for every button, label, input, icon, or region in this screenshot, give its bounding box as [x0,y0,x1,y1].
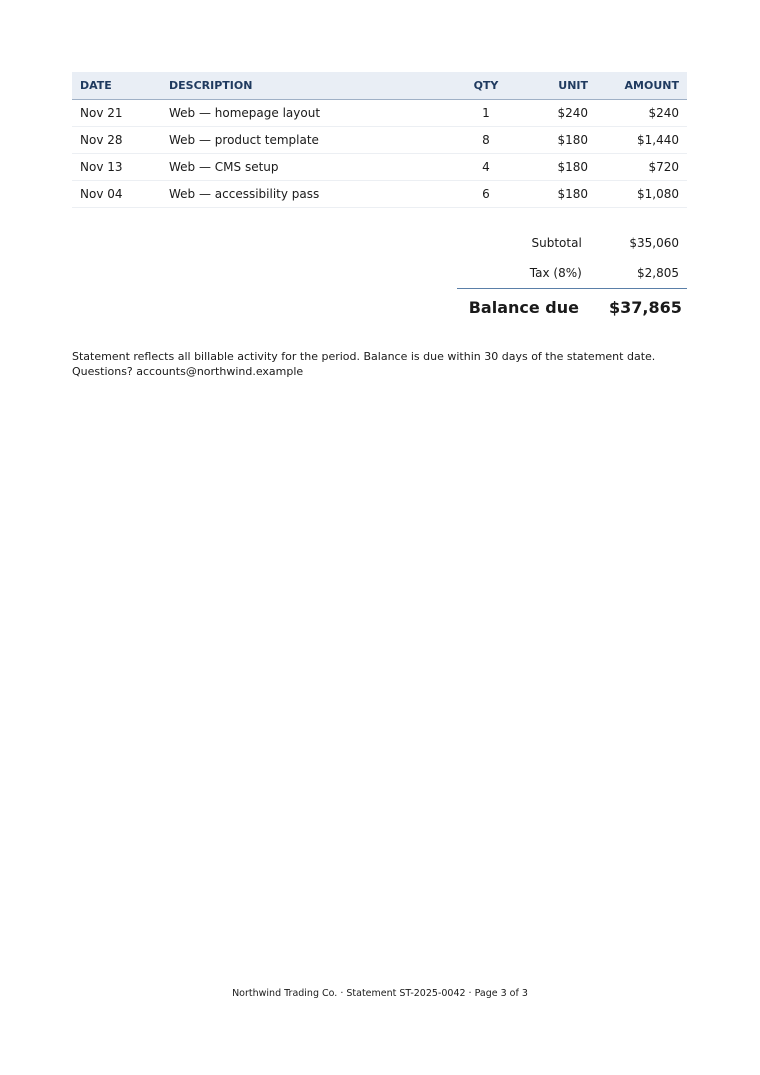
cell-amount: $240 [596,100,687,127]
cell-unit: $180 [511,154,596,181]
statement-note: Statement reflects all billable activity for the period. Balance is due within 30 days of the statement date. Questions? accounts@northwind.example [72,350,656,378]
cell-amount: $720 [596,154,687,181]
table-header-row [72,72,687,100]
table-body [72,100,687,208]
table-row [72,154,687,181]
line-items-table [72,72,687,208]
balance-due-label: Balance due [468,297,579,317]
cell-description: Web — product template [161,127,461,154]
cell-unit: $240 [511,100,596,127]
balance-due-row [457,288,687,325]
table-row [72,127,687,154]
cell-amount: $1,080 [596,181,687,208]
cell-qty: 1 [461,100,511,127]
table-row [72,181,687,208]
column-header-unit: UNIT [511,72,596,100]
tax-value: $2,805 [637,266,679,280]
cell-date: Nov 21 [72,100,161,127]
cell-description: Web — homepage layout [161,100,461,127]
column-header-qty: QTY [461,72,511,100]
cell-date: Nov 28 [72,127,161,154]
column-header-amount: AMOUNT [596,72,687,100]
subtotal-value: $35,060 [629,236,679,250]
cell-qty: 8 [461,127,511,154]
cell-description: Web — CMS setup [161,154,461,181]
column-header-date: DATE [72,72,161,100]
cell-unit: $180 [511,127,596,154]
subtotal-label: Subtotal [531,236,582,250]
cell-date: Nov 04 [72,181,161,208]
table-header [72,72,687,100]
cell-unit: $180 [511,181,596,208]
subtotal-row [457,228,687,258]
tax-row [457,258,687,288]
tax-label: Tax (8%) [529,266,582,280]
cell-description: Web — accessibility pass [161,181,461,208]
column-header-description: DESCRIPTION [161,72,461,100]
cell-date: Nov 13 [72,154,161,181]
cell-qty: 4 [461,154,511,181]
cell-qty: 6 [461,181,511,208]
page-footer: Northwind Trading Co. · Statement ST-2025-0042 · Page 3 of 3 [232,988,528,999]
totals-block [457,228,687,325]
balance-due-value: $37,865 [609,297,682,317]
cell-amount: $1,440 [596,127,687,154]
table-row [72,100,687,127]
